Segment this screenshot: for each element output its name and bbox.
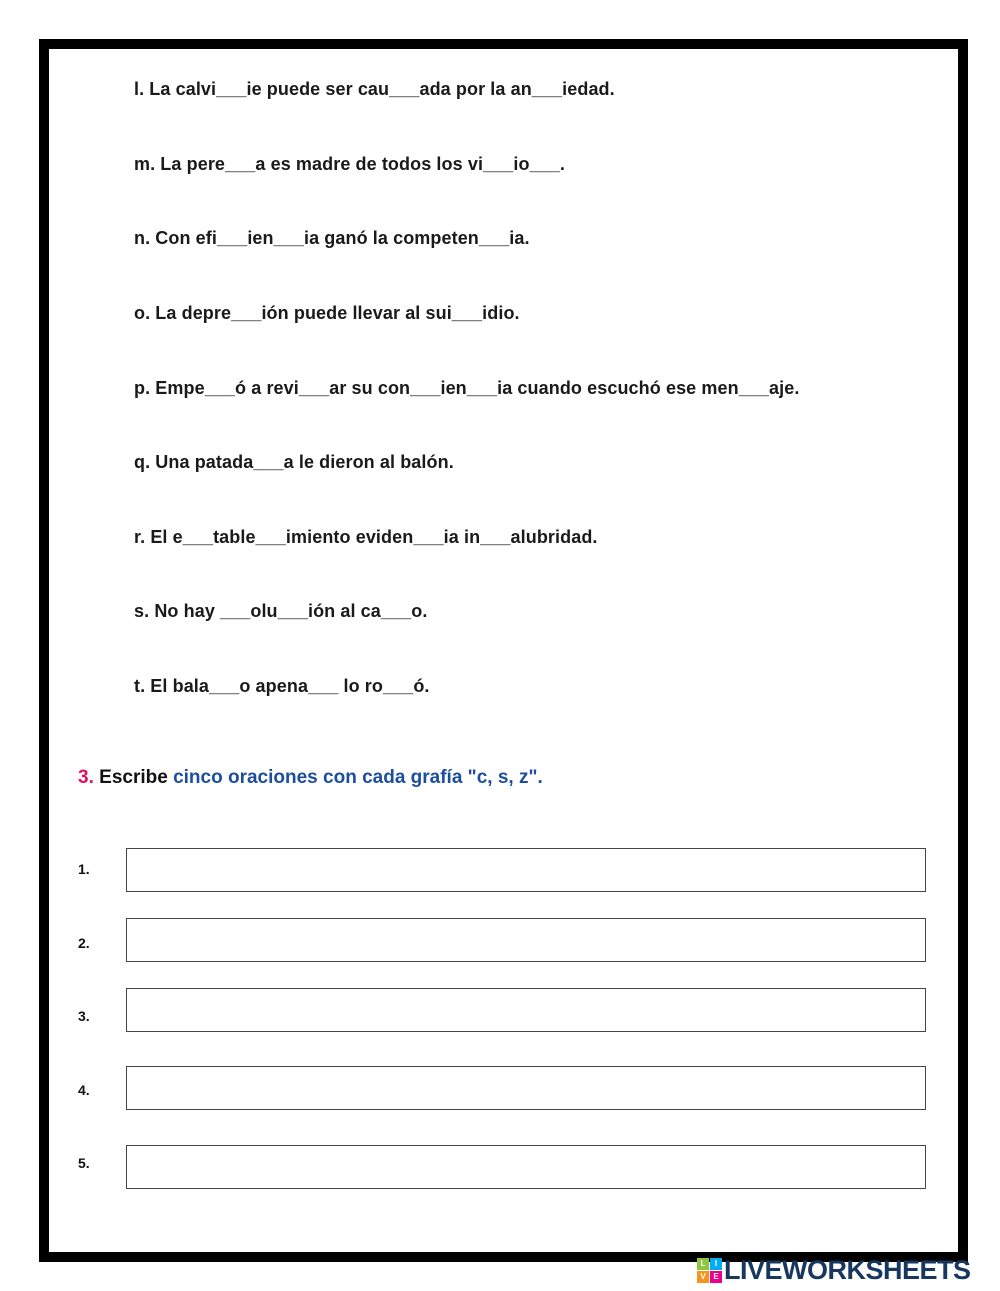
exercise-instruction: cinco oraciones con cada grafía "c, s, z". [173,767,543,788]
answer-number-2: 2. [78,935,90,951]
answer-input-1[interactable] [126,848,926,892]
answer-number-1: 1. [78,861,90,877]
logo-tile-e: E [710,1271,722,1283]
sentence-m: m. La pere___a es madre de todos los vi___io___. [134,154,566,174]
logo-tile-v: V [697,1271,709,1283]
sentence-r: r. El e___table___imiento eviden___ia in___alubridad. [134,527,598,547]
answer-input-2[interactable] [126,918,926,962]
logo-tile-l: L [697,1258,709,1270]
brand-name: LIVEWORKSHEETS [724,1254,971,1285]
sentence-q: q. Una patada___a le dieron al balón. [134,452,454,472]
answer-number-5: 5. [78,1155,90,1171]
sentence-o: o. La depre___ión puede llevar al sui___idio. [134,303,520,323]
logo-tile-i: I [710,1258,722,1270]
sentence-n: n. Con efi___ien___ia ganó la competen___ia. [134,228,530,248]
exercise-3-heading [78,767,543,789]
liveworksheets-brand[interactable] [697,1253,971,1287]
worksheet-frame [39,39,968,1262]
answer-number-3: 3. [78,1008,90,1024]
answer-input-4[interactable] [126,1066,926,1110]
sentence-t: t. El bala___o apena___ lo ro___ó. [134,676,430,696]
liveworksheets-logo-icon [697,1258,722,1283]
answer-input-3[interactable] [126,988,926,1032]
sentence-s: s. No hay ___olu___ión al ca___o. [134,601,428,621]
exercise-lead: Escribe [99,767,168,788]
exercise-number: 3. [78,767,94,788]
answer-number-4: 4. [78,1082,90,1098]
answer-input-5[interactable] [126,1145,926,1189]
sentence-p: p. Empe___ó a revi___ar su con___ien___ia cuando escuchó ese men___aje. [134,378,800,398]
sentence-l: l. La calvi___ie puede ser cau___ada por la an___iedad. [134,79,615,99]
